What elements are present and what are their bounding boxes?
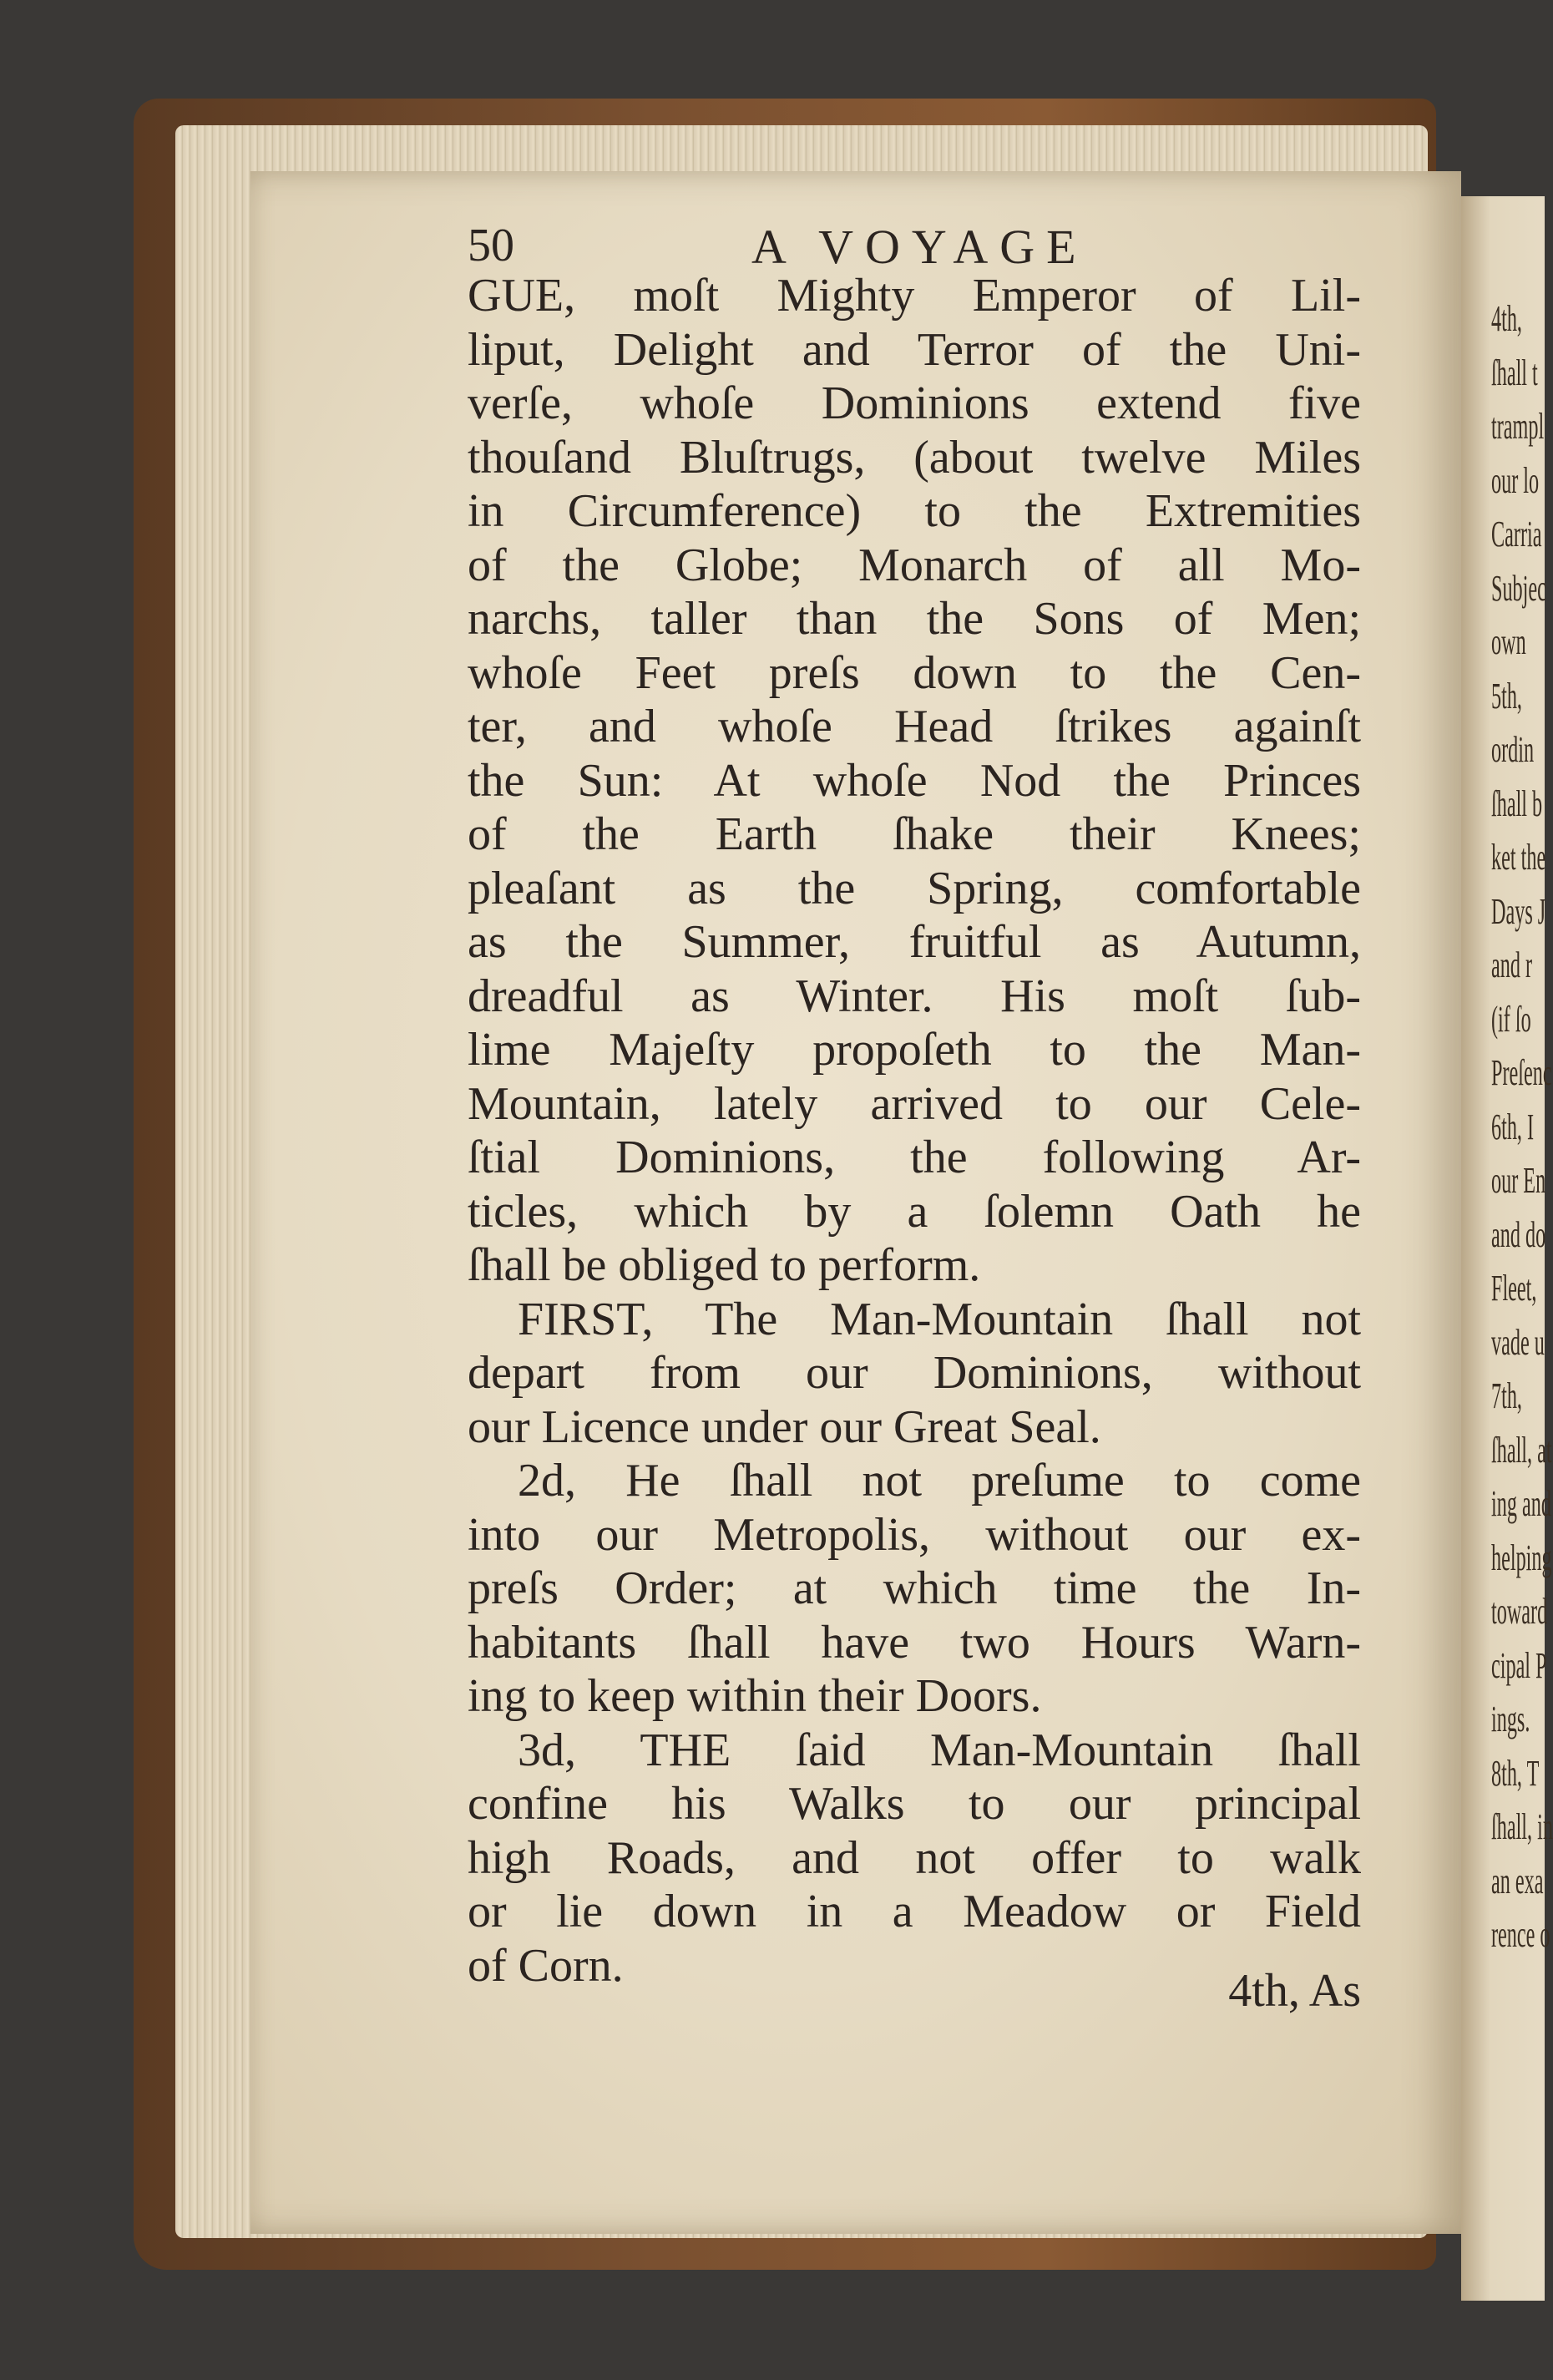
facing-fragment: ſhall, in — [1491, 1806, 1553, 1847]
facing-fragment: ſhall, at — [1491, 1429, 1552, 1471]
facing-fragment: cipal P — [1491, 1644, 1547, 1686]
text-line: liput, Delight and Terror of the Uni- — [468, 323, 1361, 376]
facing-fragment: vade u — [1491, 1321, 1545, 1363]
text-line: in Circumference) to the Extremities — [468, 485, 1361, 537]
text-line: the Sun: At whoſe Nod the Princes — [468, 754, 1361, 807]
page-number: 50 — [468, 220, 514, 271]
text-line: 2d, He ſhall not preſume to come — [518, 1455, 1361, 1506]
facing-fragment: and r — [1491, 944, 1533, 985]
text-line: ſhall be obliged to perform. — [468, 1239, 981, 1291]
text-line: into our Metropolis, without our ex- — [468, 1508, 1361, 1561]
facing-fragment: 6th, I — [1491, 1106, 1535, 1147]
text-line: ticles, which by a ſolemn Oath he — [468, 1185, 1361, 1238]
facing-fragment: Preſenc — [1491, 1052, 1552, 1093]
facing-fragment: and do — [1491, 1213, 1546, 1255]
facing-fragment: ings. — [1491, 1699, 1530, 1739]
facing-fragment: toward — [1491, 1591, 1548, 1632]
facing-fragment: helping — [1491, 1537, 1552, 1578]
facing-fragment: ing and — [1491, 1483, 1551, 1524]
facing-fragment: 8th, T — [1491, 1752, 1540, 1794]
text-line: dreadful as Winter. His moſt ſub- — [468, 970, 1361, 1022]
text-line: ing to keep within their Doors. — [468, 1670, 1042, 1722]
facing-fragment: Carria — [1491, 514, 1542, 554]
facing-fragment: Subjec — [1491, 567, 1546, 609]
facing-fragment: ket the — [1491, 837, 1546, 878]
text-line: ſtial Dominions, the following Ar- — [468, 1132, 1361, 1183]
text-line: narchs, taller than the Sons of Men; — [468, 593, 1361, 645]
text-line: FIRST, The Man-Mountain ſhall not — [518, 1293, 1361, 1345]
facing-fragment: Days J — [1491, 890, 1546, 932]
text-line: preſs Order; at which time the In- — [468, 1562, 1361, 1614]
text-line: high Roads, and not offer to walk — [468, 1831, 1361, 1884]
facing-fragment: 7th, — [1491, 1375, 1522, 1416]
facing-fragment: Fleet, — [1491, 1268, 1537, 1309]
facing-fragment: 4th, — [1491, 298, 1522, 339]
facing-fragment: 5th, — [1491, 675, 1522, 717]
catchword: 4th, As — [1228, 1965, 1361, 2017]
facing-fragment: ordin — [1491, 729, 1535, 770]
text-line: whoſe Feet preſs down to the Cen- — [468, 646, 1361, 699]
text-line: confine his Walks to our principal — [468, 1778, 1361, 1830]
facing-fragment: ſhall t — [1491, 352, 1538, 393]
text-line: of the Globe; Monarch of all Mo- — [468, 539, 1361, 591]
text-line: as the Summer, fruitful as Autumn, — [468, 916, 1361, 968]
text-line: or lie down in a Meadow or Field — [468, 1886, 1361, 1937]
facing-fragment: rence o — [1491, 1914, 1550, 1955]
running-head: A VOYAGE — [751, 220, 1088, 274]
facing-fragment: an exa — [1491, 1860, 1544, 1901]
facing-fragment: own — [1491, 621, 1526, 662]
text-line: lime Majeſty propoſeth to the Man- — [468, 1024, 1361, 1076]
text-line: thouſand Bluſtrugs, (about twelve Miles — [468, 431, 1361, 484]
facing-fragment: ſhall b — [1491, 782, 1543, 824]
text-line: depart from our Dominions, without — [468, 1347, 1361, 1399]
facing-fragment: our lo — [1491, 459, 1540, 501]
text-line: Mountain, lately arrived to our Cele- — [468, 1077, 1361, 1130]
text-line: habitants ſhall have two Hours Warn- — [468, 1616, 1361, 1669]
text-line: our Licence under our Great Seal. — [468, 1400, 1101, 1453]
facing-fragment: trampl — [1491, 406, 1545, 447]
facing-page — [1461, 196, 1553, 2301]
text-line: of the Earth ſhake their Knees; — [468, 808, 1361, 860]
text-line: pleaſant as the Spring, comfortable — [468, 862, 1361, 914]
text-line: 3d, THE ſaid Man-Mountain ſhall — [518, 1724, 1361, 1776]
text-line: GUE, moſt Mighty Emperor of Lil- — [468, 270, 1361, 322]
facing-fragment: our En — [1491, 1160, 1546, 1201]
text-line: of Corn. — [468, 1939, 624, 1992]
text-line: ter, and whoſe Head ſtrikes againſt — [468, 701, 1361, 752]
facing-fragment: (if ſo — [1491, 998, 1531, 1040]
text-line: verſe, whoſe Dominions extend five — [468, 377, 1361, 429]
